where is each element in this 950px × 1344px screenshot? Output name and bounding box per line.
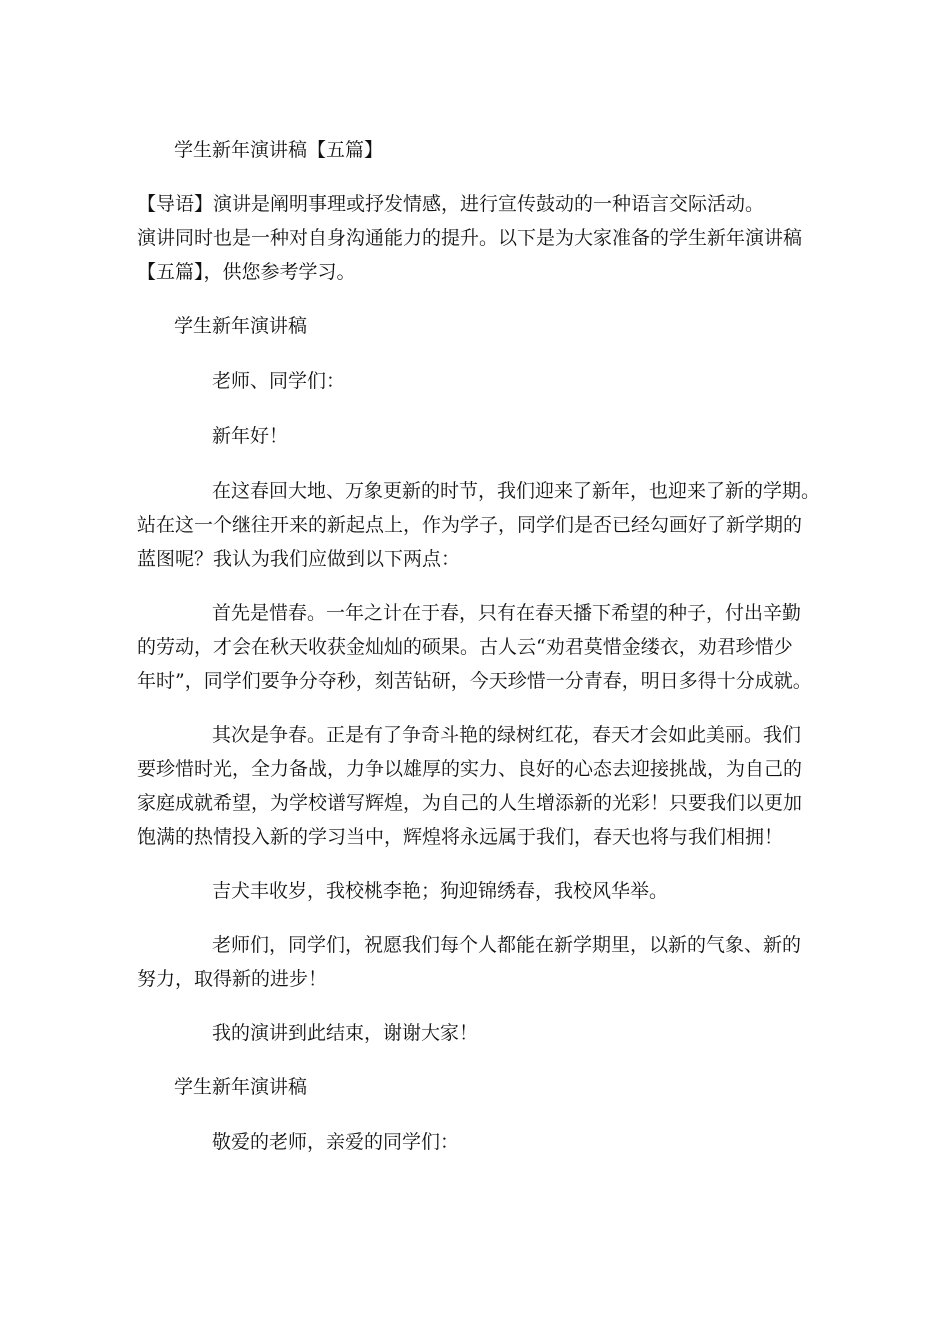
paragraph-line: 在这春回大地、万象更新的时节，我们迎来了新年，也迎来了新的学期。: [212, 480, 821, 502]
paragraph-line: 年时”，同学们要争分夺秒，刻苦钻研，今天珍惜一分青春，明日多得十分成就。: [137, 670, 812, 692]
paragraph-line: 的劳动，才会在秋天收获金灿灿的硕果。古人云“劝君莫惜金缕衣，劝君珍惜少: [137, 636, 793, 658]
paragraph-line: 努力，取得新的进步！: [137, 968, 328, 990]
closing-line: 我的演讲到此结束，谢谢大家！: [212, 1022, 479, 1044]
paragraph-line: 蓝图呢？我认为我们应做到以下两点：: [137, 548, 461, 570]
section-heading: 学生新年演讲稿: [174, 1076, 308, 1098]
paragraph-line: 要珍惜时光，全力备战，力争以雄厚的实力、良好的心态去迎接挑战，为自己的: [137, 758, 803, 780]
paragraph-line: 站在这一个继往开来的新起点上，作为学子，同学们是否已经勾画好了新学期的: [137, 514, 803, 536]
section-heading: 学生新年演讲稿: [174, 315, 308, 337]
paragraph-line: 饱满的热情投入新的学习当中，辉煌将永远属于我们，春天也将与我们相拥！: [137, 826, 784, 848]
paragraph-line: 家庭成就希望，为学校谱写辉煌，为自己的人生增添新的光彩！只要我们以更加: [137, 792, 803, 814]
salutation: 老师、同学们：: [212, 370, 346, 392]
intro-line: 【导语】演讲是阐明事理或抒发情感，进行宣传鼓动的一种语言交际活动。: [137, 193, 765, 215]
paragraph-line: 吉犬丰收岁，我校桃李艳；狗迎锦绣春，我校风华举。: [212, 880, 669, 902]
document-title: 学生新年演讲稿【五篇】: [174, 139, 384, 161]
paragraph-line: 首先是惜春。一年之计在于春，只有在春天播下希望的种子，付出辛勤: [212, 602, 802, 624]
greeting: 新年好！: [212, 425, 289, 447]
intro-line: 演讲同时也是一种对自身沟通能力的提升。以下是为大家准备的学生新年演讲稿: [137, 227, 803, 249]
paragraph-line: 老师们，同学们，祝愿我们每个人都能在新学期里，以新的气象、新的: [212, 934, 802, 956]
intro-line: 【五篇】，供您参考学习。: [137, 261, 356, 283]
salutation: 敬爱的老师，亲爱的同学们：: [212, 1131, 460, 1153]
paragraph-line: 其次是争春。正是有了争奇斗艳的绿树红花，春天才会如此美丽。我们: [212, 724, 802, 746]
